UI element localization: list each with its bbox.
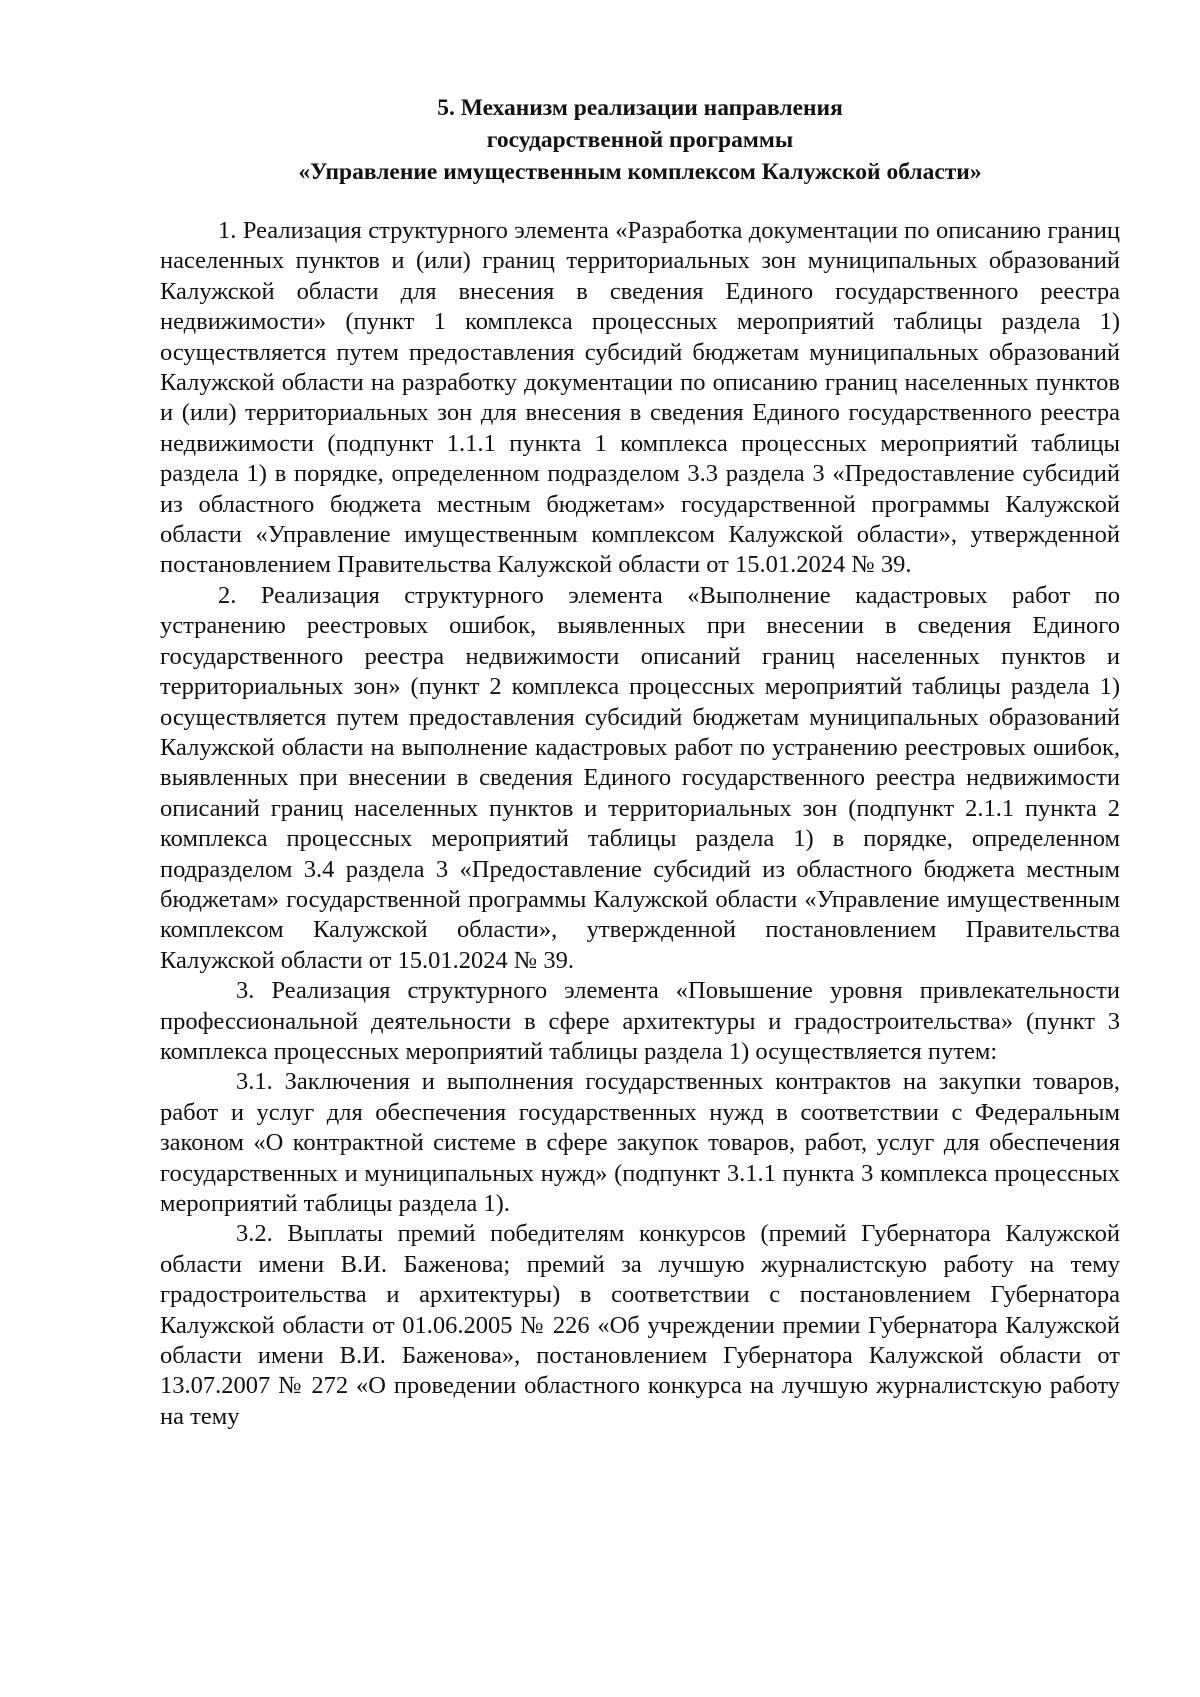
heading-line-1: 5. Механизм реализации направления: [437, 95, 843, 121]
paragraph-1: 1. Реализация структурного элемента «Разработка документации по описанию границ населенных пунктов и (или) границ территориальных зон муниципальных образований Калужской области для внесения в сведения Единого государственного реестра недвижимости» (пункт 1 комплекса процессных мероприятий таблицы раздела 1) осуществляется путем предоставления субсидий бюджетам муниципальных образований Калужской области на разработку документации по описанию границ населенных пунктов и (или) территориальных зон для внесения в сведения Единого государственного реестра недвижимости (подпункт 1.1.1 пункта 1 комплекса процессных мероприятий таблицы раздела 1) в порядке, определенном подразделом 3.3 раздела 3 «Предоставление субсидий из областного бюджета местным бюджетам» государственной программы Калужской области «Управление имущественным комплексом Калужской области», утвержденной постановлением Правительства Калужской области от 15.01.2024 № 39.: [160, 217, 1120, 579]
paragraph-3-1: 3.1. Заключения и выполнения государственных контрактов на закупки товаров, работ и услуг для обеспечения государственных нужд в соответствии с Федеральным законом «О контрактной системе в сфере закупок товаров, работ, услуг для обеспечения государственных и муниципальных нужд» (подпункт 3.1.1 пункта 3 комплекса процессных мероприятий таблицы раздела 1).: [160, 1068, 1120, 1217]
paragraph-2: 2. Реализация структурного элемента «Выполнение кадастровых работ по устранению реестровых ошибок, выявленных при внесении в сведения Единого государственного реестра недвижимости описаний границ населенных пунктов и территориальных зон» (пункт 2 комплекса процессных мероприятий таблицы раздела 1) осуществляется путем предоставления субсидий бюджетам муниципальных образований Калужской области на выполнение кадастровых работ по устранению реестровых ошибок, выявленных при внесении в сведения Единого государственного реестра недвижимости описаний границ населенных пунктов и территориальных зон (подпункт 2.1.1 пункта 2 комплекса процессных мероприятий таблицы раздела 1) в порядке, определенном подразделом 3.4 раздела 3 «Предоставление субсидий из областного бюджета местным бюджетам» государственной программы Калужской области «Управление имущественным комплексом Калужской области», утвержденной постановлением Правительства Калужской области от 15.01.2024 № 39.: [160, 581, 1120, 974]
heading-line-2: государственной программы: [486, 127, 794, 153]
paragraph-3-2: 3.2. Выплаты премий победителям конкурсов (премий Губернатора Калужской области имени В.И. Баженова; премий за лучшую журналистскую работу на тему градостроительства и архитектуры) в соответствии с постановлением Губернатора Калужской области от 01.06.2005 № 226 «Об учреждении премии Губернатора Калужской области имени В.И. Баженова», постановлением Губернатора Калужской области от 13.07.2007 № 272 «О проведении областного конкурса на лучшую журналистскую работу на тему: [160, 1220, 1120, 1430]
section-heading: [160, 92, 1120, 188]
heading-line-3: «Управление имущественным комплексом Калужской области»: [298, 159, 982, 185]
paragraph-3: 3. Реализация структурного элемента «Повышение уровня привлекательности профессиональной деятельности в сфере архитектуры и градостроительства» (пункт 3 комплекса процессных мероприятий таблицы раздела 1) осуществляется путем:: [160, 977, 1120, 1065]
document-page: [160, 92, 1120, 1432]
